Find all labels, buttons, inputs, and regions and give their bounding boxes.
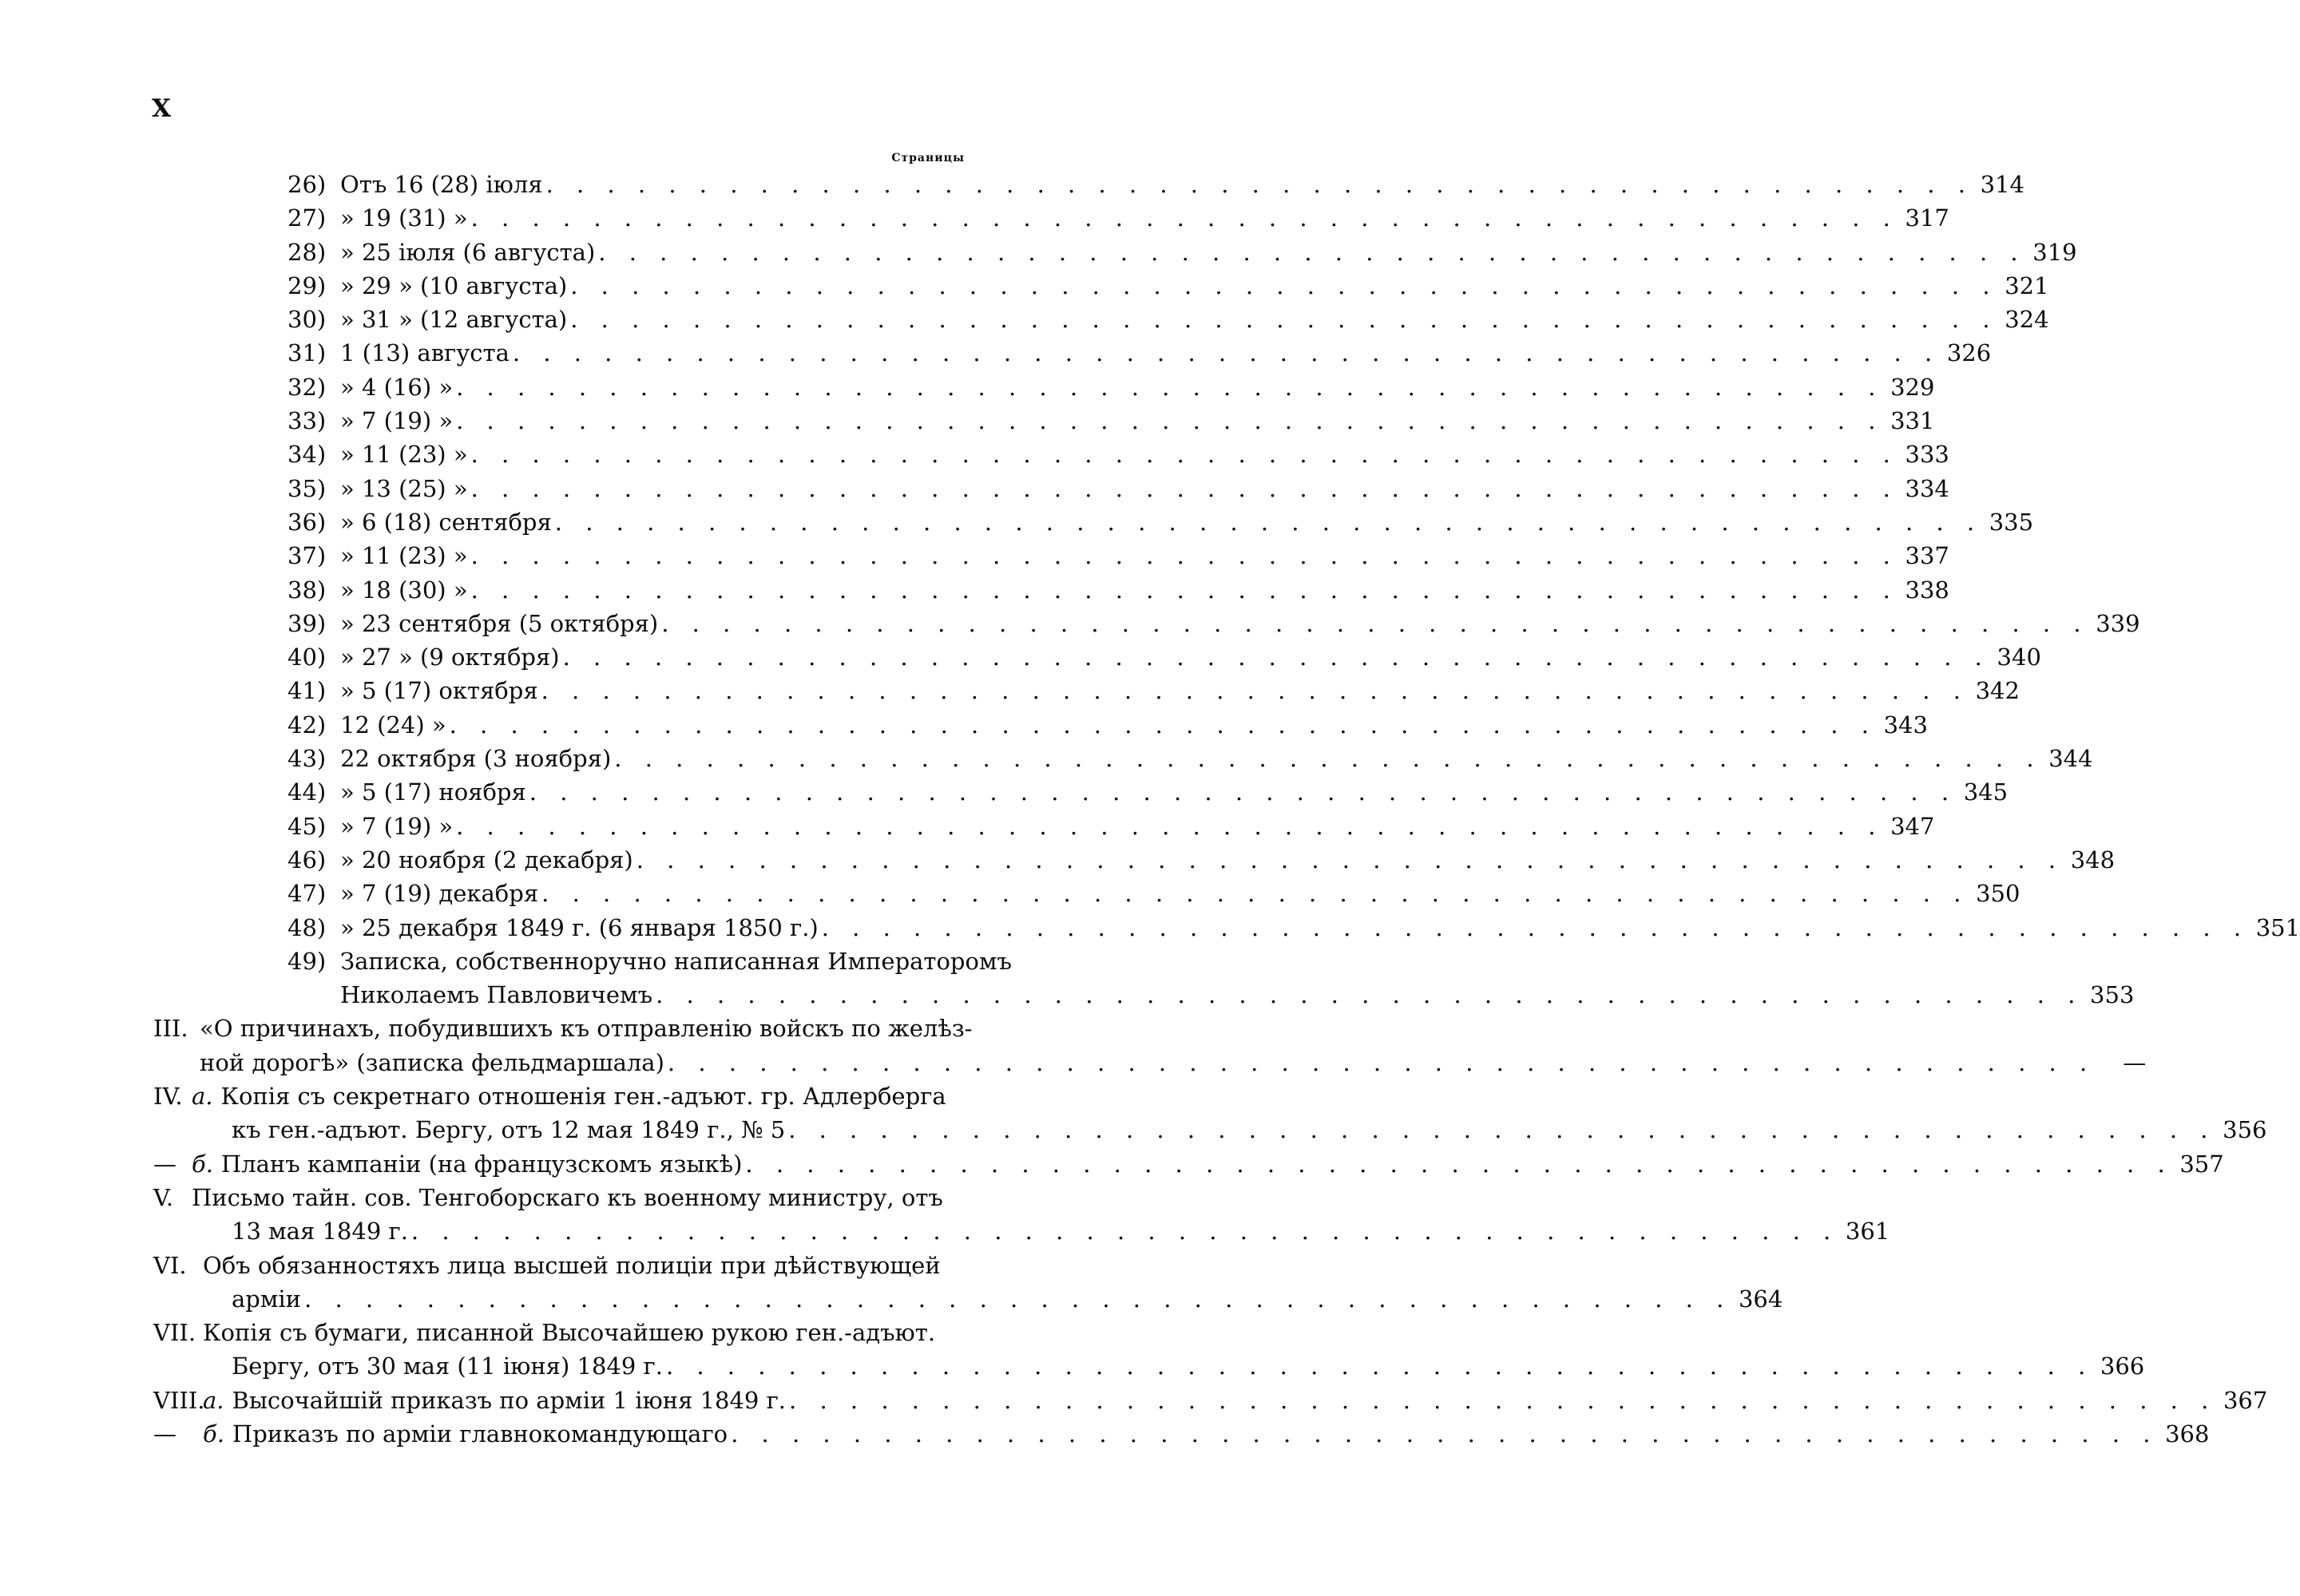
entry-page: 326: [1946, 339, 1992, 367]
entry-page: 348: [2070, 846, 2116, 873]
section-line: [200, 1012, 973, 1045]
section-number: —: [153, 1150, 176, 1178]
leader-dots: . . . . . . . . . . . . . . . . . . . . . . . . . . . . . . . . . . . . . . . . . . . . . . .: [304, 1285, 1732, 1313]
table-of-contents: [0, 168, 2300, 1451]
section-title: Копія съ секретнаго отношенія ген.-адъют. гр. Адлерберга: [220, 1083, 946, 1111]
entry-line: [340, 370, 1935, 404]
toc-entry: [0, 236, 2077, 269]
entry-page: 337: [1905, 542, 1949, 570]
leader-dots: . . . . . . . . . . . . . . . . . . . . . . . . . . . . . . . . . . . . . . . . . . . . . . .: [562, 644, 1990, 671]
leader-dots: . . . . . . . . . . . . . . . . . . . . . . . . . . . . . . . . . . . . . . . . . . . . . . .: [470, 204, 1898, 232]
leader-dots: . . . . . . . . . . . . . . . . . . . . . . . . . . . . . . . . . . . . . . . . . . . . . . .: [456, 407, 1884, 435]
entry-page: 345: [1963, 778, 2009, 806]
entry-page: 353: [2090, 981, 2135, 1009]
section-title: «О причинахъ, побудившихъ къ отправленію войскъ по желѣз-: [200, 1015, 973, 1043]
entry-page: 340: [1997, 644, 2041, 671]
entry-number: 48): [288, 913, 327, 941]
toc-section: [0, 1147, 2224, 1181]
leader-dots: . . . . . . . . . . . . . . . . . . . . . . . . . . . . . . . . . . . . . . . . . . . . . . .: [656, 981, 2084, 1009]
entry-line: [340, 201, 1949, 235]
section-title: Копія съ бумаги, писанной Высочайшею рукою ген.-адъют.: [203, 1319, 936, 1347]
entry-line: [340, 269, 2049, 303]
toc-entry: [0, 472, 1949, 505]
leader-dots: . . . . . . . . . . . . . . . . . . . . . . . . . . . . . . . . . . . . . . . . . . . . . . .: [614, 745, 2042, 773]
entry-number: 49): [288, 947, 327, 975]
entry-number: 30): [288, 306, 327, 334]
toc-entry: [0, 911, 2300, 945]
entry-number: 35): [288, 474, 327, 502]
section-number: IV.: [153, 1083, 183, 1111]
entry-line: [340, 539, 1949, 572]
entry-line: [340, 877, 2020, 910]
toc-section: [0, 1181, 1121, 1214]
leader-dots: . . . . . . . . . . . . . . . . . . . . . . . . . . . . . . . . . . . . . . . . . . . . . . .: [541, 880, 1969, 908]
entry-page: 333: [1905, 441, 1949, 469]
entry-page: 317: [1905, 204, 1949, 232]
toc-entry: [0, 607, 2140, 640]
entry-number: 34): [288, 441, 327, 469]
entry-number: 40): [288, 644, 327, 671]
leader-dots: . . . . . . . . . . . . . . . . . . . . . . . . . . . . . . . . . . . . . . . . . . . . . . .: [731, 1420, 2159, 1447]
entry-number: 32): [288, 373, 327, 401]
entry-title: » 4 (16) »: [340, 373, 454, 401]
entry-page: 338: [1905, 576, 1949, 604]
entry-title: » 27 » (9 октября): [340, 644, 560, 671]
entry-title: » 7 (19) »: [340, 812, 454, 840]
entry-page: —: [2123, 1048, 2147, 1076]
entry-title: » 31 » (12 августа): [340, 306, 568, 334]
entry-line: [200, 1046, 2147, 1079]
entry-number: 27): [288, 204, 327, 232]
toc-entry: [0, 438, 1949, 471]
leader-dots: . . . . . . . . . . . . . . . . . . . . . . . . . . . . . . . . . . . . . . . . . . . . . . .: [470, 576, 1898, 604]
entry-title: » 20 ноября (2 декабря): [340, 846, 633, 873]
leader-dots: . . . . . . . . . . . . . . . . . . . . . . . . . . . . . . . . . . . . . . . . . . . . . . .: [788, 1116, 2216, 1144]
toc-section: [0, 1079, 1121, 1113]
entry-title: » 19 (31) »: [340, 204, 468, 232]
toc-entry: [0, 945, 1121, 978]
entry-page: 335: [1989, 508, 2034, 536]
toc-section-continued: [0, 1282, 1783, 1316]
leader-dots: . . . . . . . . . . . . . . . . . . . . . . . . . . . . . . . . . . . . . . . . . . . . . . .: [789, 1386, 2217, 1414]
toc-section: [0, 1012, 1121, 1045]
section-title: Письмо тайн. сов. Тенгоборскаго къ военному министру, отъ: [192, 1183, 943, 1211]
entry-line: [232, 1214, 1890, 1248]
entry-number: 29): [288, 271, 327, 299]
section-line: [203, 1417, 2210, 1451]
entry-title: Николаемъ Павловичемъ: [340, 981, 653, 1009]
leader-dots: . . . . . . . . . . . . . . . . . . . . . . . . . . . . . . . . . . . . . . . . . . . . . . .: [570, 271, 1998, 299]
entry-number: 36): [288, 508, 327, 536]
entry-line: [340, 236, 2077, 269]
entry-title: » 5 (17) октября: [340, 677, 538, 705]
entry-title: » 18 (30) »: [340, 576, 468, 604]
entry-number: 31): [288, 339, 327, 367]
entry-page: 334: [1905, 474, 1949, 502]
page-number: X: [152, 94, 172, 123]
toc-section-continued: [0, 1214, 1890, 1248]
section-title: Высочайшій приказъ по арміи 1 іюня 1849 г.: [232, 1386, 787, 1414]
toc-section: [0, 1249, 1121, 1282]
entry-title: арміи: [232, 1285, 302, 1313]
entry-page: 347: [1890, 812, 1935, 840]
entry-page: 321: [2005, 271, 2049, 299]
entry-title: » 5 (17) ноября: [340, 778, 526, 806]
toc-entry-continued: [0, 978, 2135, 1012]
section-line: [192, 1079, 966, 1113]
section-line: [192, 1147, 2224, 1181]
entry-page: 329: [1890, 373, 1935, 401]
entry-line: [340, 978, 2135, 1012]
section-page: 367: [2223, 1386, 2268, 1414]
leader-dots: . . . . . . . . . . . . . . . . . . . . . . . . . . . . . . . . . . . . . . . . . . . . . . .: [512, 339, 1941, 367]
toc-section-continued: [0, 1113, 2267, 1147]
entry-number: 45): [288, 812, 327, 840]
toc-section-continued: [0, 1046, 2147, 1079]
toc-entry: [0, 269, 2049, 303]
leader-dots: . . . . . . . . . . . . . . . . . . . . . . . . . . . . . . . . . . . . . . . . . . . . . . .: [570, 306, 1998, 334]
section-line: [192, 1181, 966, 1214]
leader-dots: . . . . . . . . . . . . . . . . . . . . . . . . . . . . . . . . . . . . . . . . . . . . . . .: [598, 238, 2026, 266]
section-number: VIII.: [153, 1386, 205, 1414]
leader-dots: . . . . . . . . . . . . . . . . . . . . . . . . . . . . . . . . . . . . . . . . . . . . . . .: [449, 711, 1877, 739]
entry-line: [340, 336, 1992, 370]
entry-title: ной дорогѣ» (записка фельдмаршала): [200, 1048, 664, 1076]
section-letter: а.: [203, 1386, 224, 1414]
toc-entry: [0, 742, 2093, 775]
toc-entry: [0, 370, 1935, 404]
entry-title: 22 октября (3 ноября): [340, 745, 612, 773]
entry-line: [340, 505, 2034, 539]
entry-title: Отъ 16 (28) іюля: [340, 171, 543, 198]
section-letter: а.: [192, 1083, 213, 1111]
toc-entry: [0, 877, 2020, 910]
toc-section: [0, 1417, 2210, 1451]
entry-title: къ ген.-адъют. Бергу, отъ 12 мая 1849 г., № 5: [232, 1116, 786, 1144]
leader-dots: . . . . . . . . . . . . . . . . . . . . . . . . . . . . . . . . . . . . . . . . . . . . . . .: [410, 1218, 1839, 1246]
entry-title: » 23 сентября (5 октября): [340, 609, 659, 637]
section-number: V.: [153, 1183, 174, 1211]
entry-title: » 29 » (10 августа): [340, 271, 568, 299]
leader-dots: . . . . . . . . . . . . . . . . . . . . . . . . . . . . . . . . . . . . . . . . . . . . . . .: [821, 913, 2250, 941]
entry-number: 41): [288, 677, 327, 705]
entry-number: 26): [288, 171, 327, 198]
entry-line: [340, 708, 1928, 742]
leader-dots: . . . . . . . . . . . . . . . . . . . . . . . . . . . . . . . . . . . . . . . . . . . . . . .: [456, 373, 1884, 401]
toc-entry: [0, 708, 1928, 742]
entry-line: [232, 1282, 1783, 1316]
entry-title: » 7 (19) декабря: [340, 880, 539, 908]
leader-dots: . . . . . . . . . . . . . . . . . . . . . . . . . . . . . . . . . . . . . . . . . . . . . . .: [545, 171, 1973, 198]
entry-number: 28): [288, 238, 327, 266]
toc-section: [0, 1316, 1121, 1349]
entry-line: [340, 810, 1935, 843]
section-line: [203, 1316, 966, 1349]
entry-title: Бергу, отъ 30 мая (11 іюня) 1849 г.: [232, 1352, 663, 1380]
entry-title: 12 (24) »: [340, 711, 446, 739]
entry-line: [340, 945, 1012, 978]
column-header: Страницы: [891, 152, 965, 164]
entry-line: [340, 472, 1949, 505]
entry-title: » 11 (23) »: [340, 542, 468, 570]
entry-number: 42): [288, 711, 327, 739]
leader-dots: . . . . . . . . . . . . . . . . . . . . . . . . . . . . . . . . . . . . . . . . . . . . . . .: [456, 812, 1884, 840]
leader-dots: . . . . . . . . . . . . . . . . . . . . . . . . . . . . . . . . . . . . . . . . . . . . . . .: [661, 609, 2089, 637]
entry-title: Записка, собственноручно написанная Императоромъ: [340, 947, 1012, 975]
entry-title: » 6 (18) сентября: [340, 508, 552, 536]
toc-section: [0, 1384, 2268, 1417]
section-number: VI.: [153, 1251, 187, 1279]
entry-title: » 25 іюля (6 августа): [340, 238, 596, 266]
toc-entry: [0, 810, 1935, 843]
entry-line: [340, 168, 2024, 201]
entry-number: 43): [288, 745, 327, 773]
entry-page: 339: [2096, 609, 2140, 637]
section-title: Планъ кампаніи (на французскомъ языкѣ): [220, 1150, 743, 1178]
entry-title: » 13 (25) »: [340, 474, 468, 502]
toc-entry: [0, 303, 2049, 336]
section-letter: б.: [203, 1420, 224, 1447]
entry-line: [340, 843, 2116, 877]
toc-entry: [0, 775, 2009, 809]
entry-number: 37): [288, 542, 327, 570]
entry-title: » 11 (23) »: [340, 441, 468, 469]
toc-entry: [0, 404, 1935, 438]
entry-number: 33): [288, 407, 327, 435]
entry-line: [340, 404, 1935, 438]
section-line: [203, 1249, 966, 1282]
section-number: —: [153, 1420, 176, 1447]
toc-entry: [0, 539, 1949, 572]
entry-number: 46): [288, 846, 327, 873]
entry-page: 344: [2048, 745, 2093, 773]
toc-entry: [0, 336, 1992, 370]
entry-page: 350: [1976, 880, 2020, 908]
section-title: Приказъ по арміи главнокомандующаго: [232, 1420, 728, 1447]
entry-number: 44): [288, 778, 327, 806]
toc-entry: [0, 640, 2041, 674]
entry-line: [340, 573, 1949, 607]
entry-line: [232, 1349, 2145, 1383]
entry-line: [340, 911, 2300, 945]
leader-dots: . . . . . . . . . . . . . . . . . . . . . . . . . . . . . . . . . . . . . . . . . . . . . . .: [470, 474, 1898, 502]
section-letter: б.: [192, 1150, 213, 1178]
entry-line: [340, 640, 2041, 674]
entry-title: 1 (13) августа: [340, 339, 510, 367]
section-number: VII.: [153, 1319, 196, 1347]
section-line: [203, 1384, 2268, 1417]
section-page: 357: [2179, 1150, 2224, 1178]
leader-dots: . . . . . . . . . . . . . . . . . . . . . . . . . . . . . . . . . . . . . . . . . . . . . . .: [529, 778, 1957, 806]
leader-dots: . . . . . . . . . . . . . . . . . . . . . . . . . . . . . . . . . . . . . . . . . . . . . . .: [636, 846, 2064, 873]
entry-title: » 25 декабря 1849 г. (6 января 1850 г.): [340, 913, 819, 941]
entry-line: [340, 303, 2049, 336]
entry-page: 331: [1890, 407, 1935, 435]
leader-dots: . . . . . . . . . . . . . . . . . . . . . . . . . . . . . . . . . . . . . . . . . . . . . . .: [665, 1352, 2094, 1380]
entry-number: 47): [288, 880, 327, 908]
entry-page: 351: [2255, 913, 2300, 941]
entry-number: 39): [288, 609, 327, 637]
entry-line: [340, 775, 2009, 809]
entry-line: [340, 674, 2020, 707]
entry-page: 342: [1975, 677, 2020, 705]
toc-entry: [0, 505, 2034, 539]
entry-page: 366: [2100, 1352, 2145, 1380]
toc-entry: [0, 843, 2116, 877]
entry-page: 364: [1738, 1285, 1783, 1313]
entry-page: 324: [2005, 306, 2049, 334]
entry-title: » 7 (19) »: [340, 407, 454, 435]
entry-page: 319: [2032, 238, 2077, 266]
toc-section-continued: [0, 1349, 2145, 1383]
entry-page: 314: [1980, 171, 2024, 198]
toc-entry: [0, 573, 1949, 607]
leader-dots: . . . . . . . . . . . . . . . . . . . . . . . . . . . . . . . . . . . . . . . . . . . . . . .: [745, 1150, 2173, 1178]
entry-line: [340, 438, 1949, 471]
leader-dots: . . . . . . . . . . . . . . . . . . . . . . . . . . . . . . . . . . . . . . . . . . . . . . .: [667, 1048, 2096, 1076]
entry-title: 13 мая 1849 г.: [232, 1218, 408, 1246]
entry-line: [340, 607, 2140, 640]
entry-number: 38): [288, 576, 327, 604]
leader-dots: . . . . . . . . . . . . . . . . . . . . . . . . . . . . . . . . . . . . . . . . . . . . . . .: [470, 441, 1898, 469]
section-number: III.: [153, 1015, 188, 1043]
section-page: 368: [2165, 1420, 2210, 1447]
entry-page: 343: [1883, 711, 1928, 739]
entry-page: 361: [1845, 1218, 1890, 1246]
entry-line: [232, 1113, 2267, 1147]
leader-dots: . . . . . . . . . . . . . . . . . . . . . . . . . . . . . . . . . . . . . . . . . . . . . . .: [470, 542, 1898, 570]
toc-entry: [0, 168, 2024, 201]
leader-dots: . . . . . . . . . . . . . . . . . . . . . . . . . . . . . . . . . . . . . . . . . . . . . . .: [554, 508, 1983, 536]
toc-entry: [0, 201, 1949, 235]
entry-line: [340, 742, 2093, 775]
section-title: Объ обязанностяхъ лица высшей полиціи при дѣйствующей: [203, 1251, 941, 1279]
entry-page: 356: [2223, 1116, 2267, 1144]
leader-dots: . . . . . . . . . . . . . . . . . . . . . . . . . . . . . . . . . . . . . . . . . . . . . . .: [541, 677, 1969, 705]
toc-entry: [0, 674, 2020, 707]
